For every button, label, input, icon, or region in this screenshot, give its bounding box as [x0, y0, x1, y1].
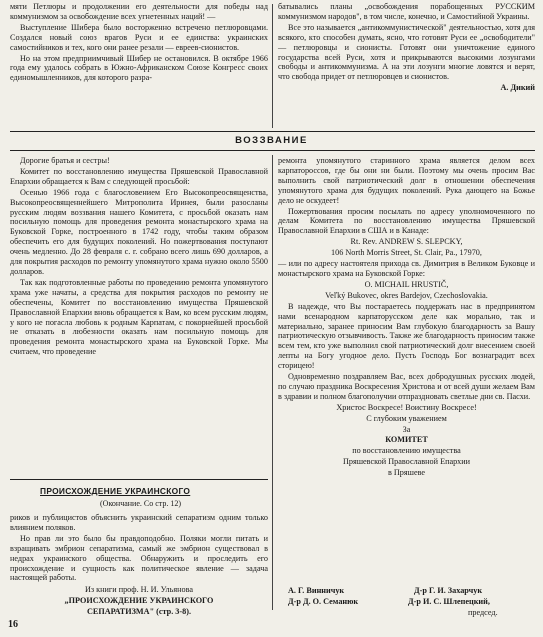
source-book-title-end [10, 607, 268, 617]
top-right-column [278, 2, 535, 94]
committee-desc: по восстановлению имущества [352, 446, 461, 456]
article-column [10, 513, 268, 618]
source-book-title: „ПРОИСХОЖДЕНИЕ УКРАИНСКОГО [64, 596, 214, 606]
paragraph: Так как подготовленные работы по проведению ремонта упомянутого храма уже начаты, а средства для покрытия расходов по ремонту не обеспечены, Комитет по восстановлению имущества Пряшевской Православной Епархии вновь обращается к Вам, ко всем русским людям, у кого не погасла любовь к родным Карпатам, с покорнейшей просьбой не отказать в любезности оказать нам посильную помощь для проведения ремонта монастырского храма на Буковской Горке. Мы считаем, что проведение [10, 277, 268, 357]
section-rule [10, 150, 535, 151]
paragraph: мяти Петлюры и продолжении его деятельности для победы над коммунизмом за освобождение всех угнетенных наций! — [10, 2, 268, 21]
page-number: 16 [8, 619, 18, 630]
address-usa-name: Rt. Rev. ANDREW S. SLEPCKY, [350, 237, 463, 247]
author-signature: А. Дикий [500, 83, 535, 93]
article-title: ПРОИСХОЖДЕНИЕ УКРАИНСКОГО [40, 486, 191, 496]
signature-1: А. Г. Винничук [288, 586, 345, 595]
za-label: За [402, 424, 411, 434]
address-intro: — или по адресу настоятеля прихода св. Димитрия в Великом Буковце и монастырского храма на Буковской Горке: [278, 259, 535, 278]
paragraph: риков и публицистов объяснить украинский сепаратизм одним только влиянием поляков. [10, 513, 268, 532]
paragraph: Выступление Шибера было восторженно встречено петлюровцами. Создался новый союз врагов Руси и ее единства: украинских самостийников и тех, кого они ранее резали — евреев-сионистов. [10, 22, 268, 52]
section-rule [10, 131, 535, 132]
article-subtitle: (Окончание. Со стр. 12) [100, 499, 182, 508]
paragraph: Все это называется „антикоммунистической" деятельностью, хотя для всякого, кто способен думать, ясно, что готовят Руси ее „освободители" — петлюровцы и сионисты. Готовят они уничтожение единого государства всей Руси, хотя и прикрываются высокими лозунгами свободы и антикоммунизма. А на эти лозунги многие ловятся и верят, что свобода придет от петлюровцев и сионистов. [278, 22, 535, 82]
signature-2: Д-р Г. И. Захарчук [414, 586, 483, 595]
appeal-heading: ВОЗЗВАНИЕ [235, 135, 308, 146]
section-rule [10, 479, 268, 480]
regards: С глубоким уважением [366, 413, 447, 423]
address-cz-name: O. MICHAIL HRUSTIČ, [364, 279, 449, 289]
signature-4-role: председ. [468, 608, 498, 617]
salutation: Дорогие братья и сестры! [20, 156, 110, 165]
paragraph: Комитет по восстановлению имущества Пряшевской Православной Епархии обращается к Вам с следующей просьбой: [10, 166, 268, 186]
address-usa-street: 106 North Morris Street, St. Clair, Pa., 17970, [331, 248, 482, 258]
paragraph: Но прав ли это было бы правдоподобно. Поляки могли питать и взращивать эмбрион сепаратизма, самый же эмбрион существовал в недрах украинского общества. Обнаружить и проследить его происхождение и сущность как политическое явление — задача настоящей работы. [10, 533, 268, 583]
appeal-right-column [278, 156, 535, 479]
paragraph: В надежде, что Вы постараетесь поддержать нас в предпринятом нами всенародном карпаторусском деле как морально, так и материально, заранее приносим Вам глубокую благодарность за Вашу патриотическую отзывчивость. Также же благодарность приносим также всем тем, кто уже выполнил свой патриотический долг внесением своей лепты на Богу угодное дело. Пусть Господь Бог вознаградит всех сторицею! [278, 301, 535, 371]
signature-3: Д-р Д. О. Семанюк [288, 597, 359, 606]
signature-4: Д-р И. С. Шлепецкий, [408, 597, 490, 606]
source-line: Из книги проф. Н. И. Ульянова [84, 585, 194, 595]
committee-title: КОМИТЕТ [385, 435, 428, 445]
source-book-title-2: СЕПАРАТИЗМА" (стр. 3-8). [86, 607, 191, 617]
appeal-left-column [10, 156, 268, 358]
column-divider [272, 4, 273, 128]
address-cz-place: Veľký Bukovec, okres Bardejov, Czechoslovakia. [325, 290, 488, 300]
committee-desc: в Пряшеве [387, 468, 426, 478]
paragraph: Пожертвования просим посылать по адресу уполномоченного по делам Комитета по восстановлению имущества Пряшевской Православной Епархии в США и в Канаде: [278, 206, 535, 236]
paragraph: батывались планы „освобождения порабощенных РУССКИМ коммунизмом народов", в том числе, конечно, и Самостийной Украины. [278, 2, 535, 21]
paragraph: ремонта упомянутого старинного храма является делом всех карпатороссов, где бы они ни были. Поэтому мы очень просим Вас выполнить свой патриотический долг в отношении обеспечения упомянутого храма для будущих поколений. Рука дающего на Божье дело не оскудеет! [278, 156, 535, 205]
column-divider [272, 155, 273, 610]
paragraph: Осенью 1966 года с благословением Его Высокопреосвященства, Высокопреосвященнейшего Митрополита Иринея, были разосланы русским людям воззвания нашего Комитета, с просьбой оказать нам посильную помощь для проведения ремонта монастырского храма на Буковской Горке, построенного в 1742 году, чтобы таким образом обеспечить его для будущих поколений. Но пожертвования поступают очень медленно. До 28 февраля с. г. собрано всего лишь 690 долларов, а для покрытия расходов по ремонту упомянутого храма нужно около 5500 долларов. [10, 187, 268, 276]
top-left-column [10, 2, 268, 84]
paragraph: Одновременно поздравляем Вас, всех добродушных русских людей, по случаю праздника Воскресения Христова и от всей души желаем Вам в здравии и полном благополучии отпраздновать светлые дни св. Пасхи. [278, 372, 535, 401]
paragraph: Но на этом предприимчивый Шибер не остановился. В октябре 1966 года ему удалось собрать в Южно-Африканском Союзе Конгресс своих единомышленников, для которого разра- [10, 53, 268, 83]
committee-desc: Пряшевской Православной Епархии [342, 457, 471, 467]
easter-greeting: Христос Воскресе! Воистину Воскресе! [336, 402, 477, 412]
